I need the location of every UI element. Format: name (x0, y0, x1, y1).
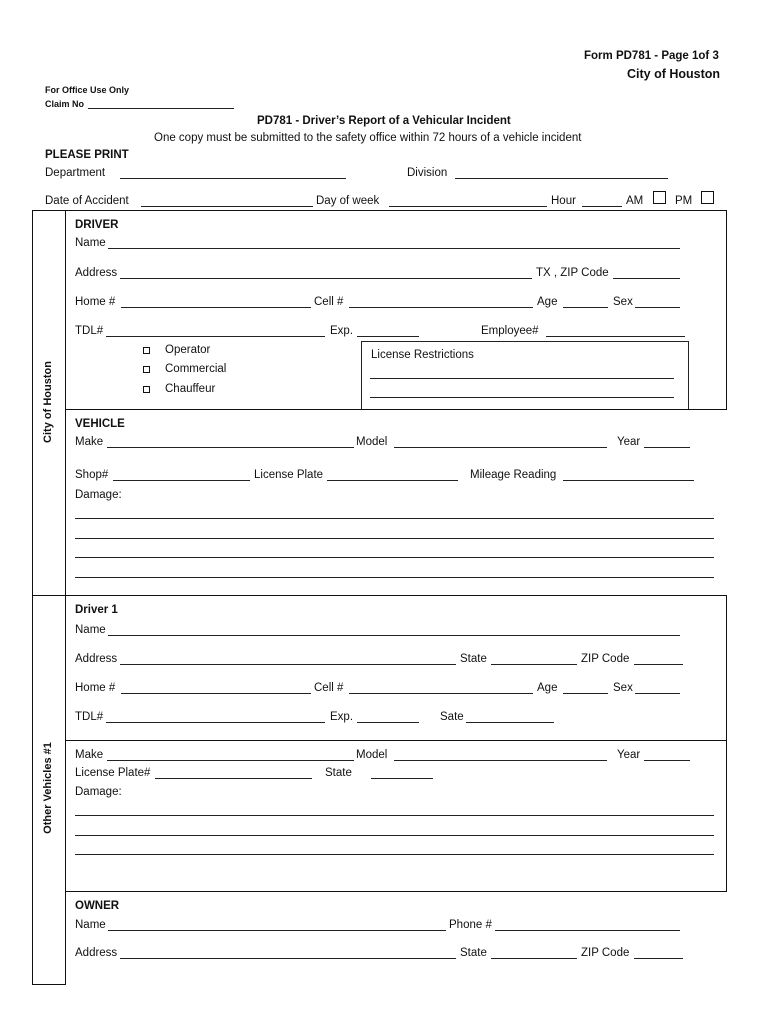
driver-address-label: Address (75, 267, 118, 279)
commercial-checkbox[interactable] (143, 366, 150, 373)
driver-name-field[interactable] (108, 248, 680, 249)
driver1-sex-field[interactable] (635, 693, 680, 694)
operator-checkbox[interactable] (143, 347, 150, 354)
hour-field[interactable] (582, 206, 622, 207)
driver1-address-label: Address (75, 653, 118, 665)
vehicle-make-field[interactable] (107, 447, 354, 448)
vehicle-year-field[interactable] (644, 447, 690, 448)
other-vehicle-make-field[interactable] (107, 760, 354, 761)
other-vehicle-state-field[interactable] (371, 778, 433, 779)
owner-heading: OWNER (75, 900, 120, 912)
org-name: City of Houston (627, 67, 721, 81)
owner-zip-field[interactable] (634, 958, 683, 959)
other-vehicle-make-label: Make (75, 749, 104, 761)
driver1-exp-field[interactable] (357, 722, 419, 723)
pm-label: PM (675, 195, 693, 207)
owner-state-label: State (460, 947, 487, 959)
driver1-home-field[interactable] (121, 693, 311, 694)
owner-zip-label: ZIP Code (581, 947, 630, 959)
other-vehicle-damage-label: Damage: (75, 786, 122, 798)
hour-label: Hour (551, 195, 576, 207)
driver-employee-label: Employee# (481, 325, 539, 337)
license-restrictions-line-1[interactable] (370, 378, 674, 379)
vehicle-license-plate-field[interactable] (327, 480, 458, 481)
divider-other (32, 595, 727, 596)
driver-cell-field[interactable] (349, 307, 533, 308)
frame-inner-left (65, 210, 66, 985)
side-label-other-vehicles: Other Vehicles #1 (42, 742, 54, 834)
date-of-accident-field[interactable] (141, 206, 313, 207)
driver-zip-field[interactable] (613, 278, 680, 279)
driver-exp-field[interactable] (357, 336, 419, 337)
vehicle-shop-field[interactable] (113, 480, 250, 481)
divider-other-vehicle (65, 740, 727, 741)
owner-state-field[interactable] (491, 958, 577, 959)
am-label: AM (626, 195, 644, 207)
driver-cell-label: Cell # (314, 296, 344, 308)
form-subtitle: One copy must be submitted to the safety office within 72 hours of a vehicle incident (154, 132, 582, 144)
frame-top (32, 210, 727, 211)
driver1-home-label: Home # (75, 682, 116, 694)
vehicle-shop-label: Shop# (75, 469, 109, 481)
other-vehicle-model-label: Model (356, 749, 388, 761)
date-of-accident-label: Date of Accident (45, 195, 129, 207)
operator-label: Operator (165, 344, 211, 356)
vehicle-mileage-field[interactable] (563, 480, 694, 481)
driver1-age-label: Age (537, 682, 558, 694)
driver-tdl-field[interactable] (106, 336, 325, 337)
day-of-week-label: Day of week (316, 195, 380, 207)
driver-sex-label: Sex (613, 296, 633, 308)
please-print: PLEASE PRINT (45, 149, 129, 161)
driver1-zip-label: ZIP Code (581, 653, 630, 665)
driver1-sex-label: Sex (613, 682, 633, 694)
owner-phone-field[interactable] (495, 930, 680, 931)
driver1-tdl-field[interactable] (106, 722, 325, 723)
license-restrictions-line-2[interactable] (370, 397, 674, 398)
am-checkbox[interactable] (653, 191, 666, 204)
vehicle-damage-line-2[interactable] (75, 538, 714, 539)
owner-name-label: Name (75, 919, 106, 931)
department-label: Department (45, 167, 106, 179)
divider-owner (65, 891, 727, 892)
other-vehicle-year-field[interactable] (644, 760, 690, 761)
owner-address-label: Address (75, 947, 118, 959)
driver1-address-field[interactable] (120, 664, 456, 665)
claim-no-label: Claim No (45, 99, 85, 109)
vehicle-damage-line-3[interactable] (75, 557, 714, 558)
driver1-sate-field[interactable] (466, 722, 554, 723)
vehicle-model-field[interactable] (394, 447, 607, 448)
frame-right-driver (726, 210, 727, 410)
form-page-number: Form PD781 - Page 1of 3 (584, 50, 719, 62)
license-restrictions-label: License Restrictions (371, 349, 474, 361)
other-vehicle-damage-line-3[interactable] (75, 854, 714, 855)
other-vehicle-model-field[interactable] (394, 760, 607, 761)
driver-home-label: Home # (75, 296, 116, 308)
office-use-label: For Office Use Only (45, 85, 130, 95)
other-vehicle-damage-line-1[interactable] (75, 815, 714, 816)
department-field[interactable] (120, 178, 346, 179)
other-vehicle-year-label: Year (617, 749, 641, 761)
form-title: PD781 - Driver’s Report of a Vehicular Incident (257, 115, 511, 127)
vehicle-damage-line-1[interactable] (75, 518, 714, 519)
other-vehicle-state-label: State (325, 767, 352, 779)
driver-age-label: Age (537, 296, 558, 308)
vehicle-heading: VEHICLE (75, 418, 125, 430)
driver1-name-label: Name (75, 624, 106, 636)
claim-no-field[interactable] (88, 108, 234, 109)
driver1-heading: Driver 1 (75, 604, 118, 616)
owner-name-field[interactable] (108, 930, 446, 931)
driver-address-field[interactable] (120, 278, 532, 279)
frame-left (32, 210, 33, 985)
divider-vehicle (65, 409, 727, 410)
commercial-label: Commercial (165, 363, 227, 375)
other-vehicle-plate-label: License Plate# (75, 767, 151, 779)
driver-home-field[interactable] (121, 307, 311, 308)
pm-checkbox[interactable] (701, 191, 714, 204)
division-field[interactable] (455, 178, 668, 179)
vehicle-make-label: Make (75, 436, 104, 448)
other-vehicle-plate-field[interactable] (155, 778, 312, 779)
driver1-cell-label: Cell # (314, 682, 344, 694)
frame-bottom (32, 984, 66, 985)
frame-right-other (726, 595, 727, 892)
driver1-name-field[interactable] (108, 635, 680, 636)
vehicle-damage-line-4[interactable] (75, 577, 714, 578)
driver1-age-field[interactable] (563, 693, 608, 694)
driver1-exp-label: Exp. (330, 711, 354, 723)
division-label: Division (407, 167, 448, 179)
driver1-zip-field[interactable] (634, 664, 683, 665)
driver-exp-label: Exp. (330, 325, 354, 337)
driver-employee-field[interactable] (546, 336, 685, 337)
driver1-tdl-label: TDL# (75, 711, 104, 723)
driver1-sate-label: Sate (440, 711, 464, 723)
driver-age-field[interactable] (563, 307, 608, 308)
vehicle-year-label: Year (617, 436, 641, 448)
driver-name-label: Name (75, 237, 106, 249)
vehicle-mileage-label: Mileage Reading (470, 469, 557, 481)
vehicle-model-label: Model (356, 436, 388, 448)
chauffeur-checkbox[interactable] (143, 386, 150, 393)
other-vehicle-damage-line-2[interactable] (75, 835, 714, 836)
driver-heading: DRIVER (75, 219, 119, 231)
owner-phone-label: Phone # (449, 919, 492, 931)
driver-tdl-label: TDL# (75, 325, 104, 337)
vehicle-damage-label: Damage: (75, 489, 122, 501)
driver-sex-field[interactable] (635, 307, 680, 308)
driver1-state-label: State (460, 653, 487, 665)
owner-address-field[interactable] (120, 958, 456, 959)
driver-tx-zip-label: TX , ZIP Code (536, 267, 609, 279)
side-label-city: City of Houston (42, 361, 54, 443)
day-of-week-field[interactable] (389, 206, 547, 207)
driver1-cell-field[interactable] (349, 693, 533, 694)
chauffeur-label: Chauffeur (165, 383, 216, 395)
vehicle-license-plate-label: License Plate (254, 469, 324, 481)
driver1-state-field[interactable] (491, 664, 577, 665)
